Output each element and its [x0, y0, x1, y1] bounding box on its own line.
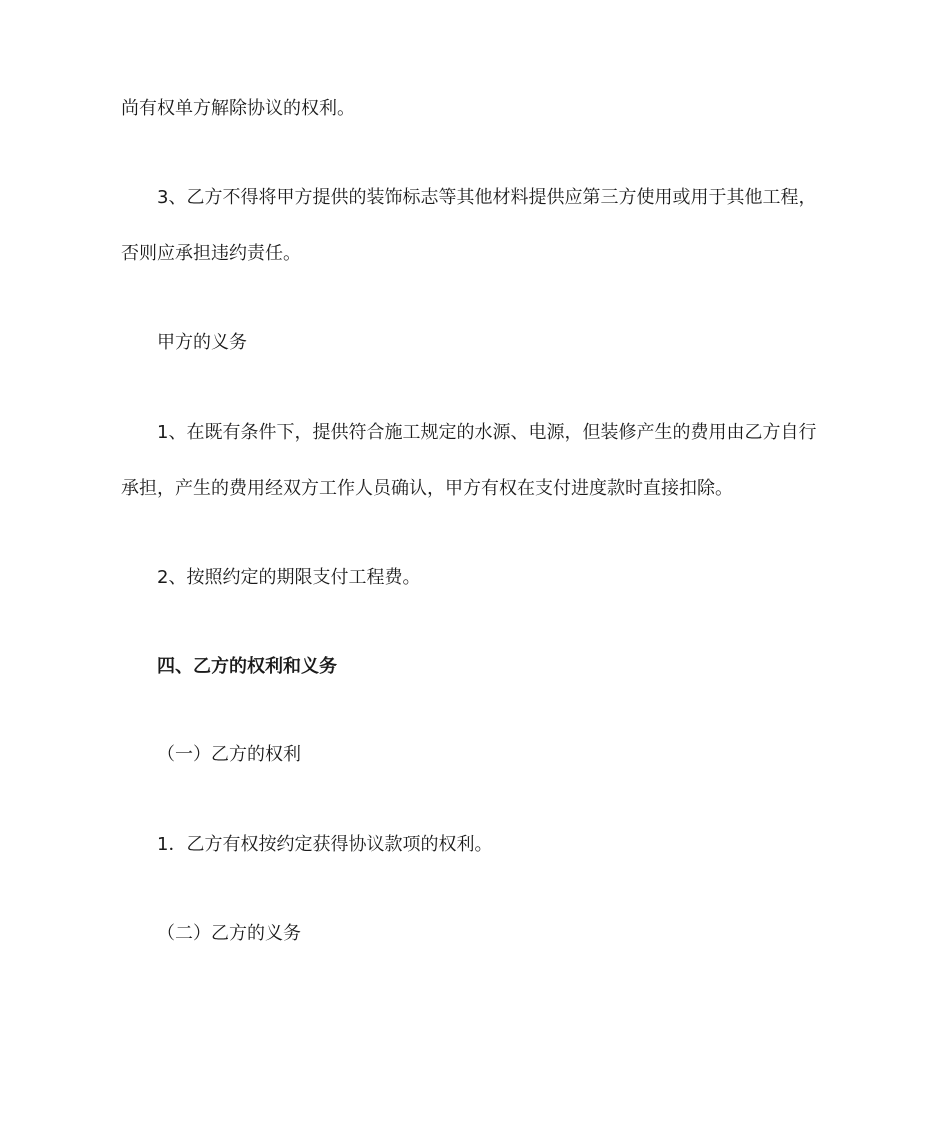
section-title: 四、乙方的权利和义务 — [157, 656, 337, 677]
subsection-heading: （二）乙方的义务 — [157, 923, 301, 944]
section-heading: 甲方的义务 — [157, 332, 247, 353]
paragraph-line: 否则应承担违约责任。 — [121, 243, 301, 264]
paragraph-line: 2、按照约定的期限支付工程费。 — [157, 567, 421, 588]
paragraph-line: 1．乙方有权按约定获得协议款项的权利。 — [157, 834, 493, 855]
paragraph-line: 1、在既有条件下，提供符合施工规定的水源、电源，但装修产生的费用由乙方自行 — [157, 422, 817, 443]
paragraph-line: 承担，产生的费用经双方工作人员确认，甲方有权在支付进度款时直接扣除。 — [121, 478, 733, 499]
subsection-heading: （一）乙方的权利 — [157, 744, 301, 765]
paragraph-line: 尚有权单方解除协议的权利。 — [121, 98, 355, 119]
paragraph-line: 3、乙方不得将甲方提供的装饰标志等其他材料提供应第三方使用或用于其他工程， — [157, 187, 817, 208]
